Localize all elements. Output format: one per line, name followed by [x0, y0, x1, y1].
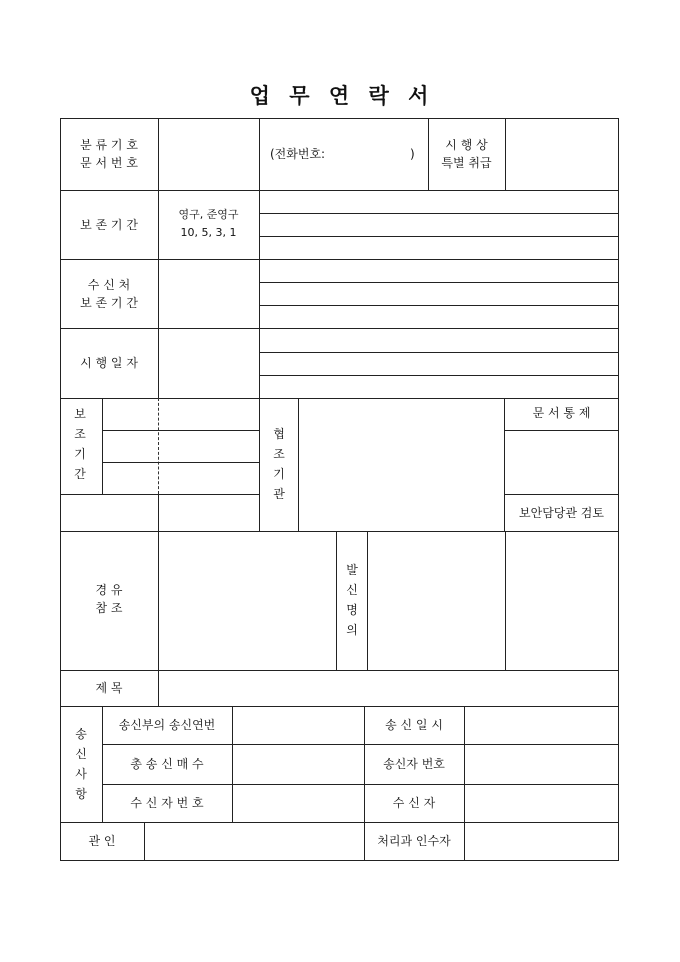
phone-close: )	[410, 147, 415, 161]
total-pages-label: 총 송 신 매 수	[130, 757, 204, 771]
classification-number-label: 분 류 기 호 문 서 번 호	[80, 138, 138, 170]
document-control-label: 문 서 통 제	[532, 406, 591, 420]
subject-label: 제 목	[95, 681, 123, 695]
title-char: 무	[289, 83, 312, 108]
retention-period-label: 보 존 기 간	[80, 218, 138, 232]
receiver-number-label: 수 신 자 번 호	[130, 796, 204, 810]
transmission-time-label: 송 신 일 시	[385, 718, 443, 732]
special-handling-label: 시 행 상 특별 취급	[441, 138, 492, 170]
official-seal-label: 관 인	[88, 834, 116, 848]
title-char: 락	[368, 83, 391, 108]
recipient-retention-label: 수 신 처 보 존 기 간	[80, 278, 138, 310]
transmission-label: 송 신 사 항	[75, 727, 87, 801]
execution-date-label: 시 행 일 자	[80, 356, 138, 370]
receiver-label: 수 신 자	[392, 796, 436, 810]
cooperation-agency-label: 협 조 기 관	[273, 427, 285, 501]
title-char: 연	[328, 83, 352, 108]
handler-label: 처리과 인수자	[377, 834, 451, 848]
sender-name-label: 발 신 명 의	[346, 563, 358, 637]
aux-period-label: 보 조 기 간	[74, 407, 86, 481]
retention-options: 영구, 준영구 10, 5, 3, 1	[178, 208, 239, 239]
security-review-label: 보안담당관 검토	[519, 506, 604, 520]
page-title	[0, 80, 680, 110]
sender-number-label: 송신자 번호	[383, 757, 445, 771]
transmission-serial-label: 송신부의 송신연번	[118, 718, 216, 732]
title-char: 업	[249, 83, 272, 108]
route-reference-label: 경 유 참 조	[95, 583, 123, 615]
title-char: 서	[408, 83, 431, 108]
phone-label: (전화번호:	[270, 147, 326, 161]
